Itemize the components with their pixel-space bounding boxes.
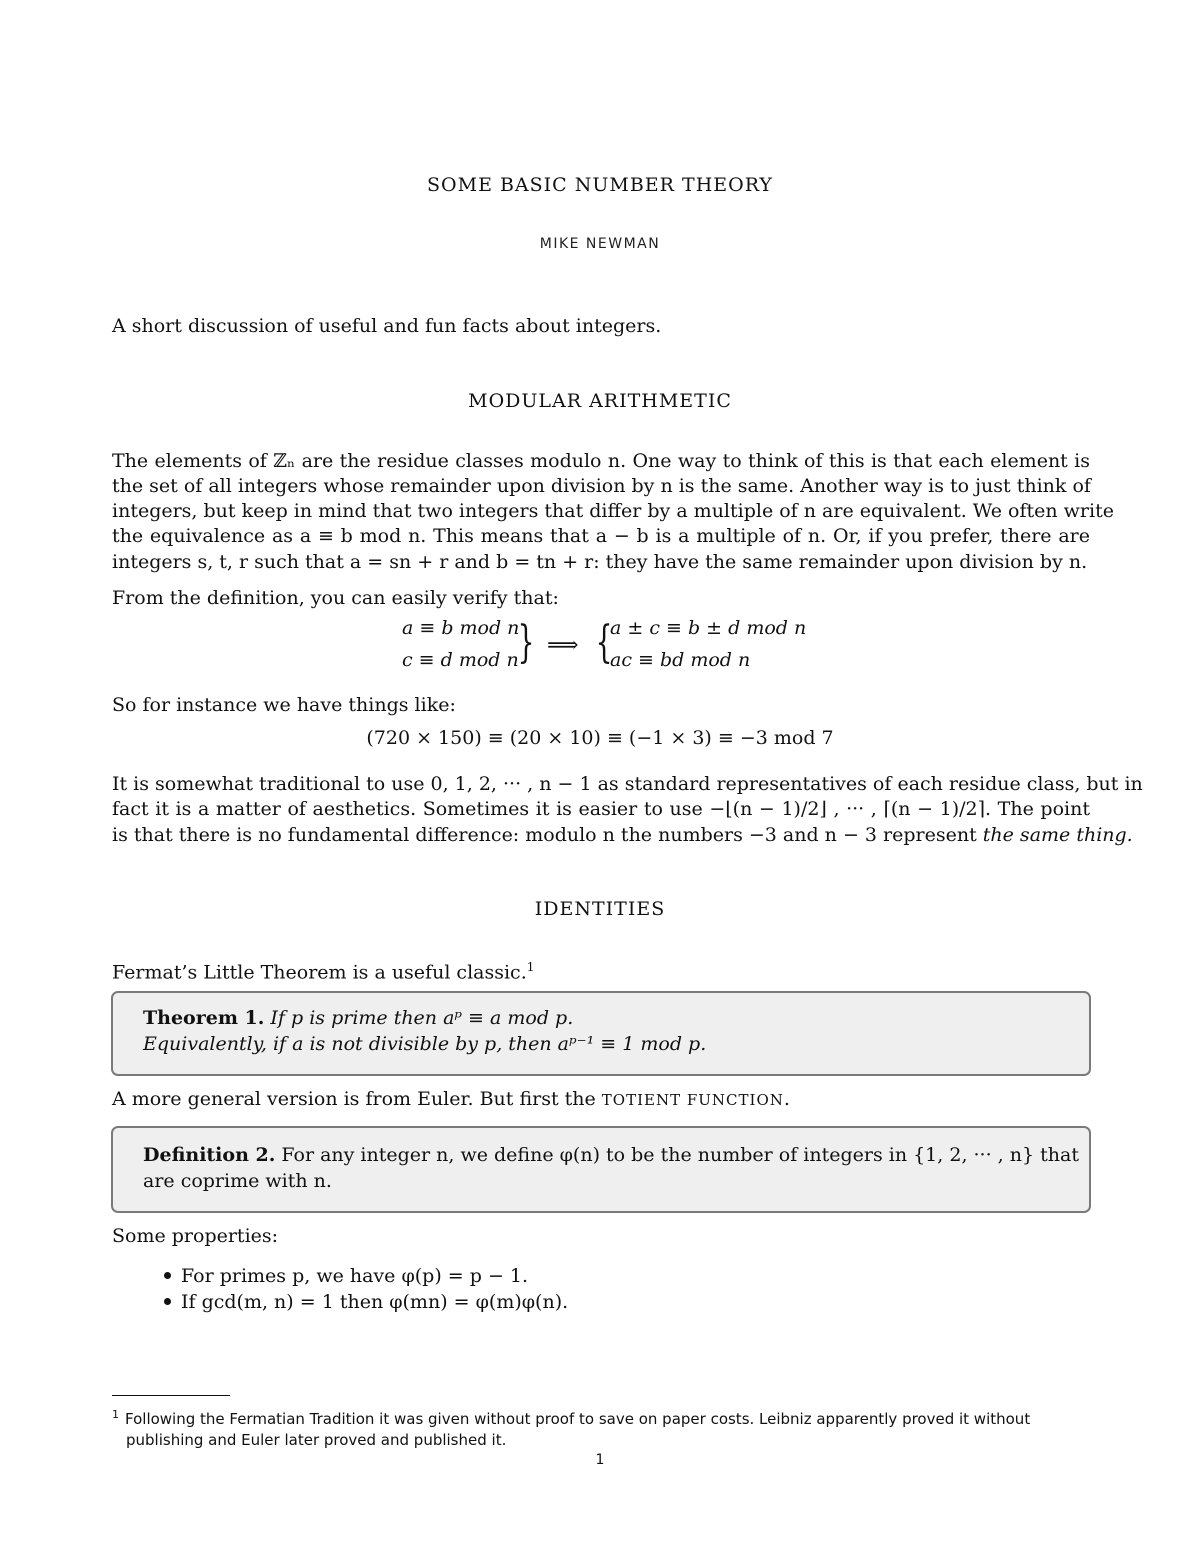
list-item	[160, 1264, 568, 1290]
footnote	[112, 1404, 1090, 1451]
definition-label: Definition 2.	[143, 1144, 276, 1166]
theorem-content	[143, 1006, 1063, 1057]
closing-line-3-text: is that there is no fundamental difference: modulo n the numbers −3 and n − 3 represent	[112, 824, 977, 846]
section1-line-2: the set of all integers whose remainder upon division by n is the same. Another way is to just think of	[112, 475, 1091, 497]
bullet-icon	[164, 1272, 171, 1279]
footnote-mark: 1	[112, 1408, 119, 1421]
euler-intro-end: .	[783, 1088, 790, 1110]
definition-line-2: are coprime with n.	[143, 1169, 332, 1192]
closing-line-2: fact it is a matter of aesthetics. Sometimes it is easier to use −⌊(n − 1)/2⌋ , ··· , ⌈(n − 1)/2⌉. The point	[112, 798, 1090, 820]
theorem-line-1	[143, 1006, 1063, 1032]
theorem-line-2: Equivalently, if a is not divisible by p, then aᵖ⁻¹ ≡ 1 mod p.	[143, 1032, 707, 1055]
footnote-line-2: publishing and Euler later proved and published it.	[126, 1431, 507, 1449]
section1-line-5: integers s, t, r such that a = sn + r and b = tn + r: they have the same remainder upon division by n.	[112, 551, 1088, 573]
footnote-text-1: Following the Fermatian Tradition it was given without proof to save on paper costs. Leibniz apparently proved it without	[125, 1410, 1031, 1428]
verify-intro: From the definition, you can easily verify that:	[112, 587, 559, 609]
properties-list	[160, 1264, 568, 1315]
property-2: If gcd(m, n) = 1 then φ(mn) = φ(m)φ(n).	[181, 1290, 569, 1313]
example-intro: So for instance we have things like:	[112, 694, 456, 716]
page-number: 1	[595, 1452, 605, 1468]
properties-intro: Some properties:	[112, 1225, 279, 1247]
intro-text: A short discussion of useful and fun facts about integers.	[112, 315, 662, 337]
closing-line-3	[112, 823, 1133, 848]
section1-line-1: The elements of ℤₙ are the residue classes modulo n. One way to think of this is that each element is	[112, 450, 1090, 472]
fermat-intro-text: Fermat’s Little Theorem is a useful classic.	[112, 961, 527, 984]
theorem-label: Theorem 1.	[143, 1007, 265, 1029]
closing-line-1: It is somewhat traditional to use 0, 1, 2, ··· , n − 1 as standard representatives of each residue class, but in	[112, 773, 1143, 795]
implication-left-1: a ≡ b mod n	[402, 617, 520, 639]
implication-left-2: c ≡ d mod n	[402, 649, 519, 671]
bullet-icon	[164, 1298, 171, 1305]
footnote-ref[interactable]: 1	[526, 960, 535, 974]
section-heading-modular: MODULAR ARITHMETIC	[468, 390, 732, 412]
property-1: For primes p, we have φ(p) = p − 1.	[181, 1265, 529, 1287]
totient-term: TOTIENT FUNCTION	[601, 1091, 784, 1109]
section1-line-4: the equivalence as a ≡ b mod n. This means that a − b is a multiple of n. Or, if you prefer, there are	[112, 525, 1090, 547]
implication-right-2: ac ≡ bd mod n	[610, 649, 751, 671]
implication-right-1: a ± c ≡ b ± d mod n	[610, 617, 807, 639]
list-item	[160, 1290, 568, 1316]
footnote-rule	[112, 1395, 230, 1396]
section1-line-3: integers, but keep in mind that two integers that differ by a multiple of n are equivalent. We often write	[112, 500, 1114, 522]
theorem-box	[111, 991, 1091, 1076]
definition-line-1	[143, 1143, 1079, 1169]
example-equation: (720 × 150) ≡ (20 × 10) ≡ (−1 × 3) ≡ −3 mod 7	[366, 727, 834, 749]
implication-arrow: ⟹	[547, 633, 579, 658]
theorem-statement: If p is prime then aᵖ ≡ a mod p.	[270, 1007, 574, 1029]
euler-intro	[112, 1087, 1090, 1112]
definition-content	[143, 1143, 1079, 1194]
right-brace: }	[517, 617, 535, 668]
section-heading-identities: IDENTITIES	[534, 898, 666, 920]
euler-intro-text: A more general version is from Euler. But first the	[112, 1088, 596, 1110]
definition-box	[111, 1126, 1091, 1213]
footnote-line-1	[112, 1404, 1090, 1430]
author-name: MIKE NEWMAN	[539, 236, 661, 252]
left-brace: {	[595, 617, 613, 668]
fermat-intro	[112, 955, 1090, 984]
definition-text: For any integer n, we define φ(n) to be the number of integers in {1, 2, ··· , n} that	[281, 1144, 1079, 1166]
closing-emphasis: the same thing.	[982, 824, 1133, 846]
paper-title: SOME BASIC NUMBER THEORY	[427, 174, 773, 196]
